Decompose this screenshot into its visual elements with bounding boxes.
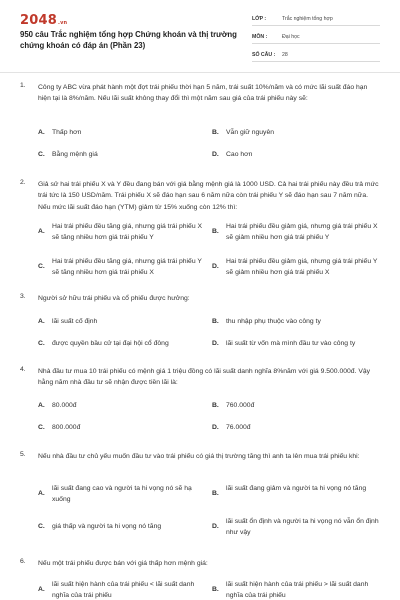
meta-key: MÔN : (252, 33, 268, 40)
option-text: lãi suất hiện hành của trái phiếu > lãi suất danh nghĩa của trái phiếu (226, 581, 369, 599)
option-letter: C. (38, 263, 45, 270)
option-text: Hai trái phiếu đều tăng giá, nhưng giá trái phiếu Y sẽ tăng nhiều hơn giá trái phiếu X (52, 258, 202, 276)
option-letter: A. (38, 228, 45, 235)
option-letter: B. (212, 402, 219, 409)
question-text: Giả sử hai trái phiếu X và Y đều đang bán với giá bằng mệnh giá là 1000 USD. Cả hai trái phiếu này đều trả mức trái tức là 150 USD/năm. Trái phiếu X sẽ đáo hạn sau 6 năm nữa còn trái phiếu Y sẽ đáo hạn sau 7 năm nữa. Nếu mức lãi suất đáo hạn (YTM) giảm từ 15% xuống còn 12% thì: (38, 181, 379, 211)
option-text: Bằng mệnh giá (52, 151, 98, 158)
question-text: Công ty ABC vừa phát hành một đợt trái phiếu thời hạn 5 năm, trái suất 10%/năm và có mức lãi suất đáo hạn hiện tại là 8%/năm. Nếu lãi suất không thay đổi thì một năm sau giá của trái phiếu này sẽ: (38, 84, 368, 103)
option-c[interactable] (38, 257, 206, 278)
option-a[interactable] (38, 128, 81, 139)
question-text: Người sở hữu trái phiếu và cổ phiếu được hưởng: (38, 295, 190, 302)
option-a[interactable] (38, 484, 206, 505)
meta-value: 28 (282, 51, 288, 58)
option-c[interactable] (38, 423, 80, 434)
option-letter: A. (38, 129, 45, 136)
option-text: 76.000đ (226, 424, 251, 431)
option-b[interactable] (212, 401, 254, 412)
option-letter: D. (212, 523, 219, 530)
question-number: 4. (20, 366, 26, 373)
logo-suffix: .vn (57, 20, 68, 26)
option-text: Hai trái phiếu đều giảm giá, nhưng giá trái phiếu Y sẽ giảm nhiều hơn giá trái phiếu X (226, 258, 378, 276)
option-b[interactable] (212, 222, 380, 243)
header-divider (0, 72, 400, 73)
question-text: Nếu nhà đầu tư chủ yếu muốn đầu tư vào trái phiếu có giá thị trường tăng thì anh ta lên mua trái phiếu khi: (38, 453, 360, 460)
option-a[interactable] (38, 580, 206, 600)
option-letter: B. (212, 228, 219, 235)
option-text: lãi suất đang cao và người ta hi vọng nó sẽ hạ xuống (52, 485, 192, 503)
page-title: 950 câu Trắc nghiệm tổng hợp Chứng khoán và thị trường chứng khoán có đáp án (Phần 23) (20, 30, 237, 50)
option-letter: B. (212, 490, 219, 497)
option-letter: C. (38, 340, 45, 347)
option-text: thu nhập phụ thuộc vào công ty (226, 318, 321, 325)
option-a[interactable] (38, 401, 77, 412)
question-number: 3. (20, 293, 26, 300)
meta-key: SỐ CÂU : (252, 51, 276, 58)
option-letter: D. (212, 340, 219, 347)
option-letter: A. (38, 586, 45, 593)
option-letter: C. (38, 424, 45, 431)
question-number: 1. (20, 82, 26, 89)
question-text: Nhà đầu tư mua 10 trái phiếu có mệnh giá 1 triệu đồng có lãi suất danh nghĩa 8%năm với giá 9.500.000đ. Vậy hằng năm nhà đầu tư sẽ nhận được tiền lãi là: (38, 368, 371, 387)
meta-row-class (252, 12, 380, 26)
meta-row-subject (252, 30, 380, 44)
meta-value: Trắc nghiệm tổng hợp (282, 15, 333, 22)
option-c[interactable] (38, 150, 98, 161)
option-text: Hai trái phiếu đều tăng giá, nhưng giá trái phiếu X sẽ tăng nhiều hơn giá trái phiếu Y (52, 223, 203, 241)
option-d[interactable] (212, 339, 355, 350)
meta-row-count (252, 48, 380, 62)
option-c[interactable] (38, 339, 169, 350)
option-b[interactable] (212, 580, 380, 600)
option-text: 800.000đ (52, 424, 81, 431)
option-text: Cao hơn (226, 151, 253, 158)
option-text: 80.000đ (52, 402, 77, 409)
option-text: Vẫn giữ nguyên (226, 129, 275, 136)
option-letter: D. (212, 263, 219, 270)
option-a[interactable] (38, 222, 206, 243)
option-letter: A. (38, 490, 45, 497)
option-text: lãi suất từ vốn mà mình đầu tư vào công ty (226, 340, 356, 347)
question-number: 6. (20, 558, 26, 565)
option-text: lãi suất đang giảm và người ta hi vọng nó tăng (226, 485, 367, 492)
page-header (0, 0, 400, 72)
site-logo[interactable] (20, 13, 67, 28)
option-text: lãi suất hiện hành của trái phiếu < lãi suất danh nghĩa của trái phiếu (52, 581, 195, 599)
option-text: Hai trái phiếu đều giảm giá, nhưng giá trái phiếu X sẽ giảm nhiều hơn giá trái phiếu Y (226, 223, 378, 241)
question-number: 5. (20, 451, 26, 458)
option-letter: A. (38, 402, 45, 409)
option-letter: B. (212, 318, 219, 325)
question-number: 2. (20, 179, 26, 186)
option-text: 760.000đ (226, 402, 255, 409)
option-letter: B. (212, 129, 219, 136)
option-letter: B. (212, 586, 219, 593)
option-text: lãi suất cố định (52, 318, 98, 325)
option-text: được quyền bầu cử tại đại hội cổ đông (52, 340, 169, 347)
option-b[interactable] (212, 128, 274, 139)
option-b[interactable] (212, 317, 321, 328)
option-text: giá thấp và người ta hi vọng nó tăng (52, 523, 162, 530)
option-d[interactable] (212, 423, 251, 434)
meta-info (252, 12, 380, 66)
logo-main: 2048 (20, 13, 57, 28)
option-letter: D. (212, 424, 219, 431)
option-d[interactable] (212, 257, 380, 278)
option-text: Thấp hơn (52, 129, 82, 136)
question-text: Nếu một trái phiếu được bán với giá thấp hơn mệnh giá: (38, 560, 208, 567)
option-letter: C. (38, 523, 45, 530)
option-text: lãi suất ổn định và người ta hi vọng nó vẫn ổn định như vậy (226, 518, 379, 536)
meta-value: Đại học (282, 33, 300, 40)
option-b[interactable] (212, 484, 380, 500)
option-d[interactable] (212, 150, 252, 161)
option-letter: D. (212, 151, 219, 158)
option-letter: A. (38, 318, 45, 325)
option-d[interactable] (212, 517, 380, 538)
meta-key: LỚP : (252, 15, 267, 22)
option-a[interactable] (38, 317, 97, 328)
option-letter: C. (38, 151, 45, 158)
option-c[interactable] (38, 522, 206, 533)
